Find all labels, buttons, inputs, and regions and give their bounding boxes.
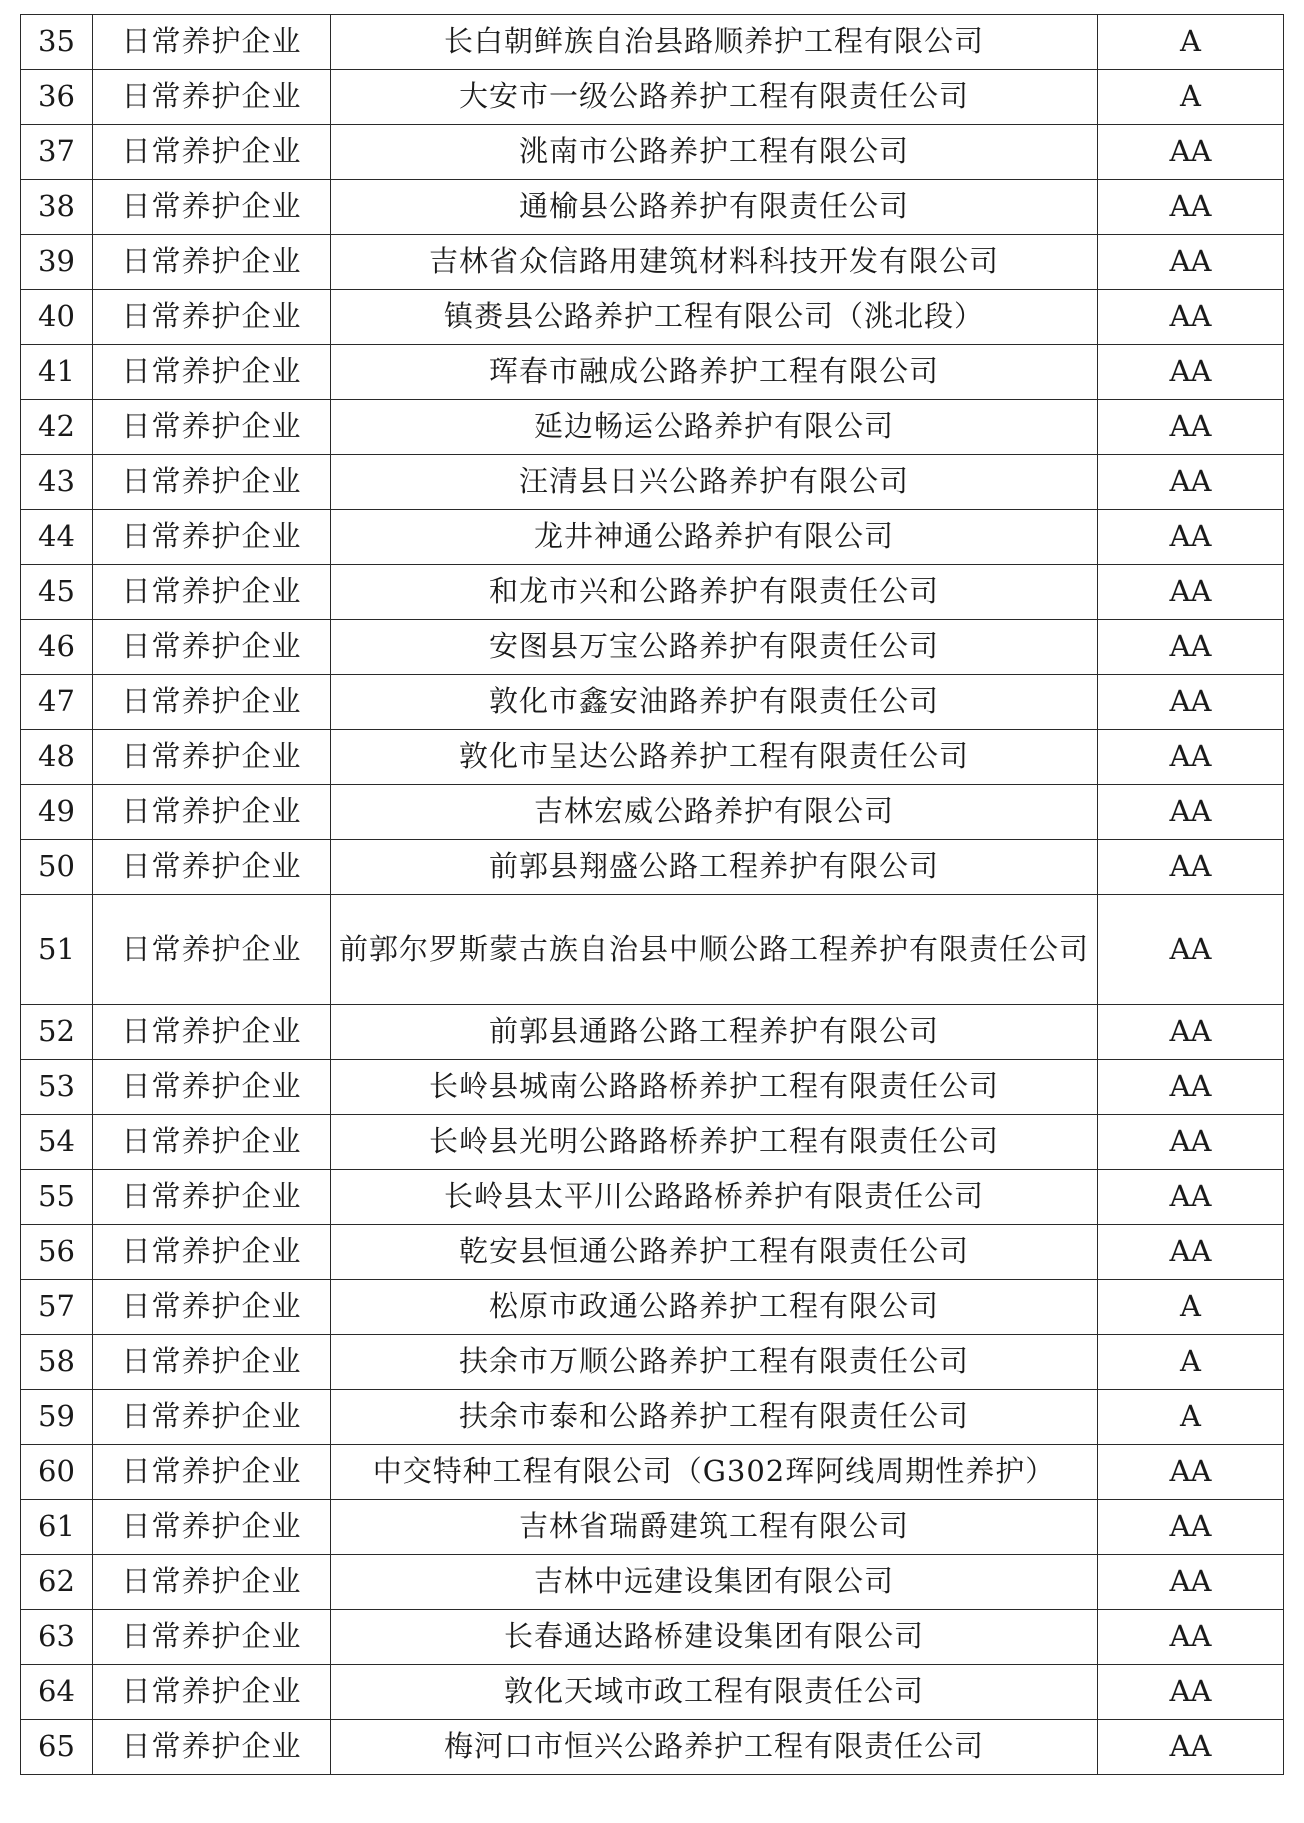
row-number: 50 bbox=[21, 840, 93, 895]
credit-grade: AA bbox=[1098, 1115, 1284, 1170]
enterprise-type: 日常养护企业 bbox=[93, 1665, 331, 1720]
enterprise-name: 敦化市鑫安油路养护有限责任公司 bbox=[331, 675, 1098, 730]
table-row bbox=[21, 565, 1284, 620]
enterprise-name: 龙井神通公路养护有限公司 bbox=[331, 510, 1098, 565]
table-row bbox=[21, 1445, 1284, 1500]
credit-grade: AA bbox=[1098, 235, 1284, 290]
enterprise-type: 日常养护企业 bbox=[93, 565, 331, 620]
credit-grade: AA bbox=[1098, 1005, 1284, 1060]
table-row bbox=[21, 1225, 1284, 1280]
credit-grade: AA bbox=[1098, 785, 1284, 840]
enterprise-name: 长岭县太平川公路路桥养护有限责任公司 bbox=[331, 1170, 1098, 1225]
credit-grade: A bbox=[1098, 1335, 1284, 1390]
credit-grade: AA bbox=[1098, 840, 1284, 895]
credit-grade: AA bbox=[1098, 565, 1284, 620]
enterprise-name: 安图县万宝公路养护有限责任公司 bbox=[331, 620, 1098, 675]
enterprise-type: 日常养护企业 bbox=[93, 1280, 331, 1335]
table-row bbox=[21, 1720, 1284, 1775]
row-number: 38 bbox=[21, 180, 93, 235]
enterprise-type: 日常养护企业 bbox=[93, 345, 331, 400]
row-number: 55 bbox=[21, 1170, 93, 1225]
credit-grade: AA bbox=[1098, 675, 1284, 730]
enterprise-type: 日常养护企业 bbox=[93, 1115, 331, 1170]
table-row bbox=[21, 675, 1284, 730]
row-number: 35 bbox=[21, 15, 93, 70]
row-number: 64 bbox=[21, 1665, 93, 1720]
table-row bbox=[21, 235, 1284, 290]
credit-grade: A bbox=[1098, 1280, 1284, 1335]
enterprise-name: 大安市一级公路养护工程有限责任公司 bbox=[331, 70, 1098, 125]
enterprise-type: 日常养护企业 bbox=[93, 1500, 331, 1555]
enterprise-name: 敦化天域市政工程有限责任公司 bbox=[331, 1665, 1098, 1720]
enterprise-credit-table bbox=[20, 14, 1284, 1775]
credit-grade: AA bbox=[1098, 400, 1284, 455]
row-number: 52 bbox=[21, 1005, 93, 1060]
row-number: 37 bbox=[21, 125, 93, 180]
table-body bbox=[21, 15, 1284, 1775]
enterprise-type: 日常养护企业 bbox=[93, 510, 331, 565]
row-number: 47 bbox=[21, 675, 93, 730]
enterprise-name: 扶余市泰和公路养护工程有限责任公司 bbox=[331, 1390, 1098, 1445]
credit-grade: AA bbox=[1098, 1170, 1284, 1225]
table-row bbox=[21, 400, 1284, 455]
table-row bbox=[21, 510, 1284, 565]
row-number: 57 bbox=[21, 1280, 93, 1335]
enterprise-name: 吉林宏威公路养护有限公司 bbox=[331, 785, 1098, 840]
enterprise-type: 日常养护企业 bbox=[93, 620, 331, 675]
row-number: 43 bbox=[21, 455, 93, 510]
credit-grade: A bbox=[1098, 15, 1284, 70]
table-row bbox=[21, 1500, 1284, 1555]
enterprise-type: 日常养护企业 bbox=[93, 1225, 331, 1280]
row-number: 36 bbox=[21, 70, 93, 125]
enterprise-type: 日常养护企业 bbox=[93, 455, 331, 510]
table-row bbox=[21, 1610, 1284, 1665]
table-row bbox=[21, 1335, 1284, 1390]
enterprise-name: 延边畅运公路养护有限公司 bbox=[331, 400, 1098, 455]
credit-grade: AA bbox=[1098, 125, 1284, 180]
row-number: 45 bbox=[21, 565, 93, 620]
credit-grade: AA bbox=[1098, 455, 1284, 510]
table-row bbox=[21, 15, 1284, 70]
enterprise-name: 长白朝鲜族自治县路顺养护工程有限公司 bbox=[331, 15, 1098, 70]
enterprise-type: 日常养护企业 bbox=[93, 1060, 331, 1115]
table-row bbox=[21, 455, 1284, 510]
credit-grade: AA bbox=[1098, 1060, 1284, 1115]
enterprise-name: 汪清县日兴公路养护有限公司 bbox=[331, 455, 1098, 510]
table-row bbox=[21, 180, 1284, 235]
credit-grade: AA bbox=[1098, 620, 1284, 675]
enterprise-type: 日常养护企业 bbox=[93, 125, 331, 180]
credit-grade: AA bbox=[1098, 345, 1284, 400]
enterprise-type: 日常养护企业 bbox=[93, 290, 331, 345]
credit-grade: AA bbox=[1098, 180, 1284, 235]
enterprise-name: 通榆县公路养护有限责任公司 bbox=[331, 180, 1098, 235]
enterprise-name: 扶余市万顺公路养护工程有限责任公司 bbox=[331, 1335, 1098, 1390]
row-number: 59 bbox=[21, 1390, 93, 1445]
credit-grade: AA bbox=[1098, 1665, 1284, 1720]
row-number: 58 bbox=[21, 1335, 93, 1390]
enterprise-name: 和龙市兴和公路养护有限责任公司 bbox=[331, 565, 1098, 620]
row-number: 54 bbox=[21, 1115, 93, 1170]
table-row bbox=[21, 730, 1284, 785]
row-number: 44 bbox=[21, 510, 93, 565]
enterprise-type: 日常养护企业 bbox=[93, 1170, 331, 1225]
table-row bbox=[21, 125, 1284, 180]
enterprise-type: 日常养护企业 bbox=[93, 70, 331, 125]
credit-grade: AA bbox=[1098, 1225, 1284, 1280]
enterprise-name: 松原市政通公路养护工程有限公司 bbox=[331, 1280, 1098, 1335]
credit-grade: AA bbox=[1098, 1555, 1284, 1610]
table-row bbox=[21, 1665, 1284, 1720]
enterprise-name: 吉林中远建设集团有限公司 bbox=[331, 1555, 1098, 1610]
enterprise-type: 日常养护企业 bbox=[93, 785, 331, 840]
credit-grade: AA bbox=[1098, 895, 1284, 1005]
row-number: 65 bbox=[21, 1720, 93, 1775]
enterprise-name: 前郭尔罗斯蒙古族自治县中顺公路工程养护有限责任公司 bbox=[331, 895, 1098, 1005]
credit-grade: AA bbox=[1098, 1500, 1284, 1555]
enterprise-name: 洮南市公路养护工程有限公司 bbox=[331, 125, 1098, 180]
row-number: 62 bbox=[21, 1555, 93, 1610]
table-row bbox=[21, 1170, 1284, 1225]
credit-grade: AA bbox=[1098, 290, 1284, 345]
row-number: 48 bbox=[21, 730, 93, 785]
enterprise-type: 日常养护企业 bbox=[93, 235, 331, 290]
table-row bbox=[21, 620, 1284, 675]
table-row bbox=[21, 840, 1284, 895]
enterprise-name: 乾安县恒通公路养护工程有限责任公司 bbox=[331, 1225, 1098, 1280]
enterprise-type: 日常养护企业 bbox=[93, 895, 331, 1005]
table-row bbox=[21, 1060, 1284, 1115]
enterprise-name: 梅河口市恒兴公路养护工程有限责任公司 bbox=[331, 1720, 1098, 1775]
enterprise-type: 日常养护企业 bbox=[93, 1555, 331, 1610]
table-row bbox=[21, 1115, 1284, 1170]
credit-grade: A bbox=[1098, 70, 1284, 125]
enterprise-type: 日常养护企业 bbox=[93, 1390, 331, 1445]
row-number: 53 bbox=[21, 1060, 93, 1115]
row-number: 39 bbox=[21, 235, 93, 290]
enterprise-name: 敦化市呈达公路养护工程有限责任公司 bbox=[331, 730, 1098, 785]
table-row bbox=[21, 1005, 1284, 1060]
enterprise-type: 日常养护企业 bbox=[93, 180, 331, 235]
enterprise-type: 日常养护企业 bbox=[93, 1335, 331, 1390]
enterprise-name: 镇赉县公路养护工程有限公司（洮北段） bbox=[331, 290, 1098, 345]
table-row bbox=[21, 345, 1284, 400]
enterprise-type: 日常养护企业 bbox=[93, 1005, 331, 1060]
enterprise-type: 日常养护企业 bbox=[93, 1720, 331, 1775]
row-number: 46 bbox=[21, 620, 93, 675]
enterprise-name: 长岭县光明公路路桥养护工程有限责任公司 bbox=[331, 1115, 1098, 1170]
enterprise-name: 前郭县翔盛公路工程养护有限公司 bbox=[331, 840, 1098, 895]
enterprise-name: 吉林省众信路用建筑材料科技开发有限公司 bbox=[331, 235, 1098, 290]
row-number: 61 bbox=[21, 1500, 93, 1555]
enterprise-name: 吉林省瑞爵建筑工程有限公司 bbox=[331, 1500, 1098, 1555]
row-number: 63 bbox=[21, 1610, 93, 1665]
credit-grade: AA bbox=[1098, 730, 1284, 785]
table-row bbox=[21, 785, 1284, 840]
enterprise-type: 日常养护企业 bbox=[93, 15, 331, 70]
row-number: 40 bbox=[21, 290, 93, 345]
enterprise-type: 日常养护企业 bbox=[93, 1610, 331, 1665]
table-row bbox=[21, 1555, 1284, 1610]
enterprise-name: 前郭县通路公路工程养护有限公司 bbox=[331, 1005, 1098, 1060]
table-row bbox=[21, 895, 1284, 1005]
credit-grade: AA bbox=[1098, 1720, 1284, 1775]
enterprise-name: 中交特种工程有限公司（G302珲阿线周期性养护） bbox=[331, 1445, 1098, 1500]
credit-grade: AA bbox=[1098, 1610, 1284, 1665]
credit-grade: A bbox=[1098, 1390, 1284, 1445]
row-number: 42 bbox=[21, 400, 93, 455]
row-number: 60 bbox=[21, 1445, 93, 1500]
credit-grade: AA bbox=[1098, 510, 1284, 565]
enterprise-type: 日常养护企业 bbox=[93, 400, 331, 455]
table-row bbox=[21, 70, 1284, 125]
enterprise-type: 日常养护企业 bbox=[93, 840, 331, 895]
table-row bbox=[21, 290, 1284, 345]
enterprise-type: 日常养护企业 bbox=[93, 1445, 331, 1500]
enterprise-type: 日常养护企业 bbox=[93, 730, 331, 785]
table-row bbox=[21, 1390, 1284, 1445]
enterprise-name: 珲春市融成公路养护工程有限公司 bbox=[331, 345, 1098, 400]
row-number: 51 bbox=[21, 895, 93, 1005]
enterprise-name: 长岭县城南公路路桥养护工程有限责任公司 bbox=[331, 1060, 1098, 1115]
enterprise-type: 日常养护企业 bbox=[93, 675, 331, 730]
row-number: 56 bbox=[21, 1225, 93, 1280]
table-row bbox=[21, 1280, 1284, 1335]
row-number: 49 bbox=[21, 785, 93, 840]
row-number: 41 bbox=[21, 345, 93, 400]
enterprise-name: 长春通达路桥建设集团有限公司 bbox=[331, 1610, 1098, 1665]
credit-grade: AA bbox=[1098, 1445, 1284, 1500]
